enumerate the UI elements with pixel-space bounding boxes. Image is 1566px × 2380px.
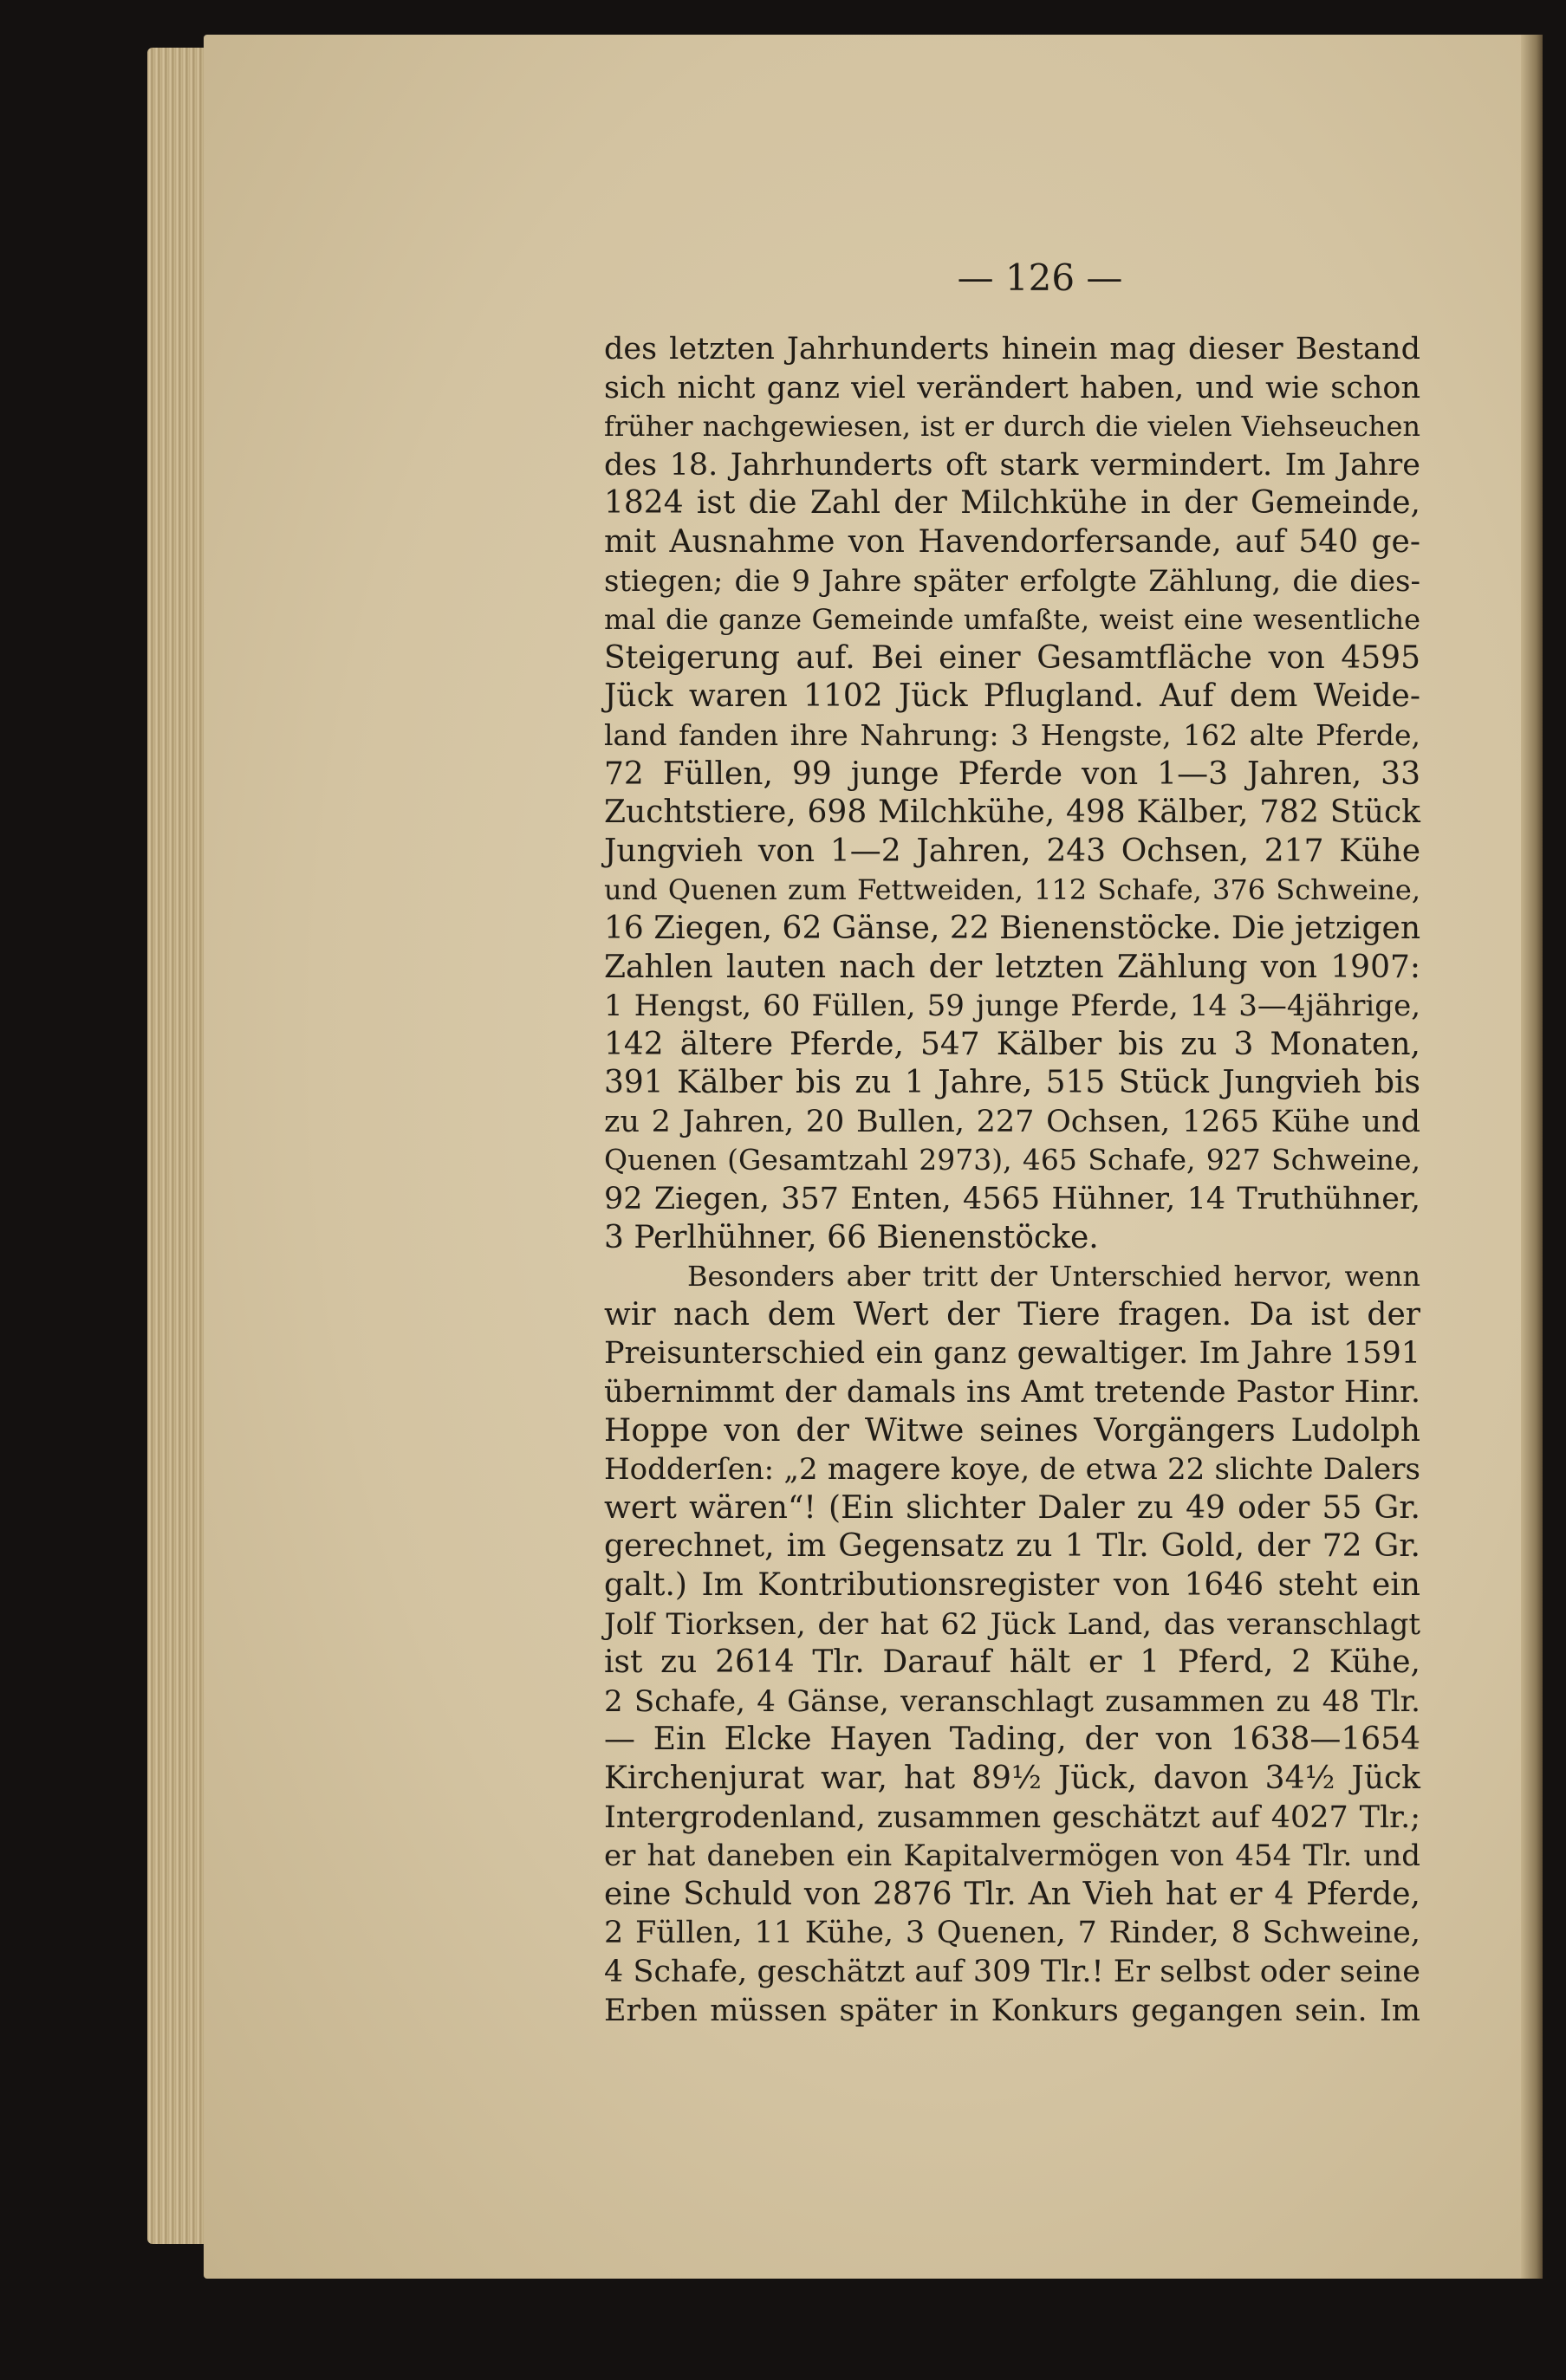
text-line: land fanden ihre Nahrung: 3 Hengste, 162 alte Pferde, xyxy=(604,717,1420,752)
text-line: mal die ganze Gemeinde umfaßte, weist eine wesentliche xyxy=(604,603,1420,637)
page-number: — 126 — xyxy=(957,256,1123,299)
text-line: Kirchenjurat war, hat 89½ Jück, davon 34½ Jück xyxy=(604,1760,1420,1796)
text-line: gerechnet, im Gegensatz zu 1 Tlr. Gold, der 72 Gr. xyxy=(604,1528,1420,1565)
text-line: und Quenen zum Fettweiden, 112 Schafe, 376 Schweine, xyxy=(604,873,1420,907)
text-line: mit Ausnahme von Havendorfersande, auf 540 ge- xyxy=(604,523,1420,560)
text-line: Hoppe von der Witwe seines Vorgängers Ludolph xyxy=(604,1412,1420,1449)
text-line: 4 Schafe, geschätzt auf 309 Tlr.! Er selbst oder seine xyxy=(604,1954,1420,1989)
text-line: des letzten Jahrhunderts hinein mag dieser Bestand xyxy=(604,332,1420,366)
text-line: Zahlen lauten nach der letzten Zählung von 1907: xyxy=(604,949,1420,985)
text-line: Erben müssen später in Konkurs gegangen sein. Im xyxy=(604,1993,1420,2028)
text-line: Preisunterschied ein ganz gewaltiger. Im Jahre 1591 xyxy=(604,1336,1420,1372)
text-line: Jungvieh von 1—2 Jahren, 243 Ochsen, 217 Kühe xyxy=(604,833,1420,869)
text-line: 3 Perlhühner, 66 Bienenstöcke. xyxy=(604,1219,1099,1255)
text-line: 16 Ziegen, 62 Gänse, 22 Bienenstöcke. Die jetzigen xyxy=(604,910,1420,946)
text-line: 72 Füllen, 99 junge Pferde von 1—3 Jahren, 33 xyxy=(604,756,1420,792)
text-line: des 18. Jahrhunderts oft stark vermindert. Im Jahre xyxy=(604,447,1420,483)
text-line: 1 Hengst, 60 Füllen, 59 junge Pferde, 14 3—4jährige, xyxy=(604,989,1420,1024)
text-line: ist zu 2614 Tlr. Darauf hält er 1 Pferd, 2 Kühe, xyxy=(604,1644,1420,1681)
text-line: 142 ältere Pferde, 547 Kälber bis zu 3 Monaten, xyxy=(604,1026,1420,1062)
text-line: früher nachgewiesen, ist er durch die vielen Viehseuchen xyxy=(604,410,1420,444)
text-line: Intergrodenland, zusammen geschätzt auf 4027 Tlr.; xyxy=(604,1800,1420,1835)
text-line: galt.) Im Kontributionsregister von 1646 steht ein xyxy=(604,1567,1420,1603)
text-line: wert wären“! (Ein slichter Daler zu 49 oder 55 Gr. xyxy=(604,1489,1420,1526)
text-line: 92 Ziegen, 357 Enten, 4565 Hühner, 14 Truthühner, xyxy=(604,1182,1420,1217)
body-text xyxy=(604,330,1420,2030)
text-line: Hodderſen: „2 magere koye, de etwa 22 slichte Dalers xyxy=(604,1452,1420,1488)
text-line: wir nach dem Wert der Tiere fragen. Da ist der xyxy=(604,1296,1420,1333)
text-line: — Ein Elcke Hayen Tading, der von 1638—1654 xyxy=(604,1722,1420,1758)
text-line: zu 2 Jahren, 20 Bullen, 227 Ochsen, 1265 Kühe und xyxy=(604,1104,1420,1139)
text-line: 1824 ist die Zahl der Milchkühe in der Gemeinde, xyxy=(604,485,1420,522)
text-line: 2 Füllen, 11 Kühe, 3 Quenen, 7 Rinder, 8 Schweine, xyxy=(604,1916,1420,1951)
text-line: stiegen; die 9 Jahre später erfolgte Zählung, die dies- xyxy=(604,563,1420,599)
paragraph-first-line: Besonders aber tritt der Unterschied hervor, wenn xyxy=(687,1260,1420,1294)
text-line: 391 Kälber bis zu 1 Jahre, 515 Stück Jungvieh bis xyxy=(604,1065,1420,1101)
text-line: Jolf Tiorksen, der hat 62 Jück Land, das veranschlagt xyxy=(604,1606,1420,1642)
book-spine-shadow xyxy=(1521,35,1543,2279)
text-line: Jück waren 1102 Jück Pflugland. Auf dem Weide- xyxy=(604,678,1420,715)
text-line: Steigerung auf. Bei einer Gesamtfläche von 4595 xyxy=(604,639,1420,676)
text-line: Zuchtstiere, 698 Milchkühe, 498 Kälber, 782 Stück xyxy=(604,794,1420,831)
text-line: eine Schuld von 2876 Tlr. An Vieh hat er 4 Pferde, xyxy=(604,1876,1420,1912)
text-line: er hat daneben ein Kapitalvermögen von 454 Tlr. und xyxy=(604,1839,1420,1874)
text-line: 2 Schafe, 4 Gänse, veranschlagt zusammen zu 48 Tlr. xyxy=(604,1683,1420,1719)
text-line: Quenen (Gesamtzahl 2973), 465 Schafe, 927 Schweine, xyxy=(604,1143,1420,1177)
text-line: sich nicht ganz viel verändert haben, und wie schon xyxy=(604,370,1420,405)
text-line: übernimmt der damals ins Amt tretende Pastor Hinr. xyxy=(604,1375,1420,1410)
